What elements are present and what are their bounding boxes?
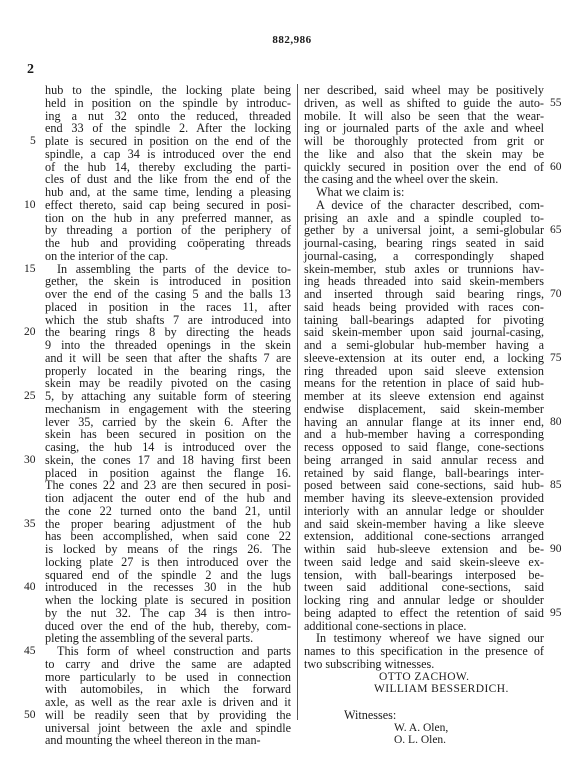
text-line: axle, as well as the rear axle is driven and it [45,695,291,709]
witness-signature: W. A. Olen, [394,721,449,734]
text-line: The cones 22 and 23 are then secured in posi- [45,478,291,493]
text-line: having an annular flange at its inner end, [304,414,544,429]
text-line: plate is secured in position on the end of the [45,134,291,148]
line-number: 45 [24,645,36,657]
line-number: 40 [24,581,36,594]
text-line: when the locking plate is secured in position [45,593,291,607]
text-line: squared end of the spindle 2 and the lugs [45,567,291,582]
text-line: In assembling the parts of the device to- [57,261,291,276]
inventor-signature: OTTO ZACHOW. [379,670,470,683]
text-line: In testimony whereof we have signed our [316,631,544,646]
text-line: and it will be seen that after the shafts 7 are [45,350,291,365]
patent-number: 882,986 [272,34,312,46]
text-line: hub to the spindle, the locking plate being [45,83,291,97]
text-line: which the stub shafts 7 are introduced into [45,312,291,327]
text-line: introduced in the recesses 30 in the hub [45,580,291,595]
column-divider [297,84,298,720]
text-line: skein has been secured in position on the [45,427,291,442]
text-line: locking ring and annular ledge or shoulder [304,593,544,607]
line-number: 95 [550,606,562,619]
line-number: 80 [550,415,562,428]
line-number: 35 [24,517,36,530]
text-line: ing a nut 32 onto the reduced, threaded [45,108,291,123]
text-line: 5, by attaching any suitable form of steering [45,389,291,403]
text-line: with automobiles, in which the forward [45,682,291,697]
text-line: the like and also that the skein may be [304,146,544,161]
page-number: 2 [27,62,33,77]
text-line: retained by said flange, ball-bearings inter- [304,465,544,480]
text-line: journal-casing, a correspondingly shaped [304,248,544,263]
text-line: tween said ledge and said skein-sleeve ex- [304,554,544,569]
text-line: has been accomplished, when said cone 22 [45,529,291,544]
right-column [304,84,544,747]
text-line: and a semi-globular hub-member having a [304,338,544,352]
line-number: 15 [24,262,36,275]
text-line: additional cone-sections in place. [304,618,467,633]
text-line: said heads being provided with races con- [304,299,544,314]
text-line: placed in position in the races 11, after [45,299,291,314]
text-line: the casing and the wheel over the skein. [304,172,499,187]
text-line: will be thoroughly protected from grit or [304,134,544,148]
left-column [45,84,291,747]
text-line: ing heads threaded into said skein-members [304,274,544,289]
text-line: and inserted through said bearing rings, [304,287,544,301]
text-line: properly located in the bearing rings, the [45,363,291,378]
text-line: spindle, a cap 34 is introduced over the end [45,146,291,161]
text-line: over the end of the casing 5 and the balls 13 [45,287,291,301]
text-line: skein-member, stub axles or trunnions hav- [304,261,544,276]
text-line: mobile. It will also be seen that the wear- [304,108,544,123]
text-line: universal joint between the axle and spindle [45,720,291,735]
line-number: 50 [24,708,36,721]
text-line: taining ball-bearings adapted for pivoting [304,312,544,327]
text-line: the cone 22 turned onto the band 21, until [45,503,291,518]
witness-signature: O. L. Olen. [394,734,447,747]
text-line: ring threaded upon said sleeve extension [304,363,544,378]
text-line: ner described, said wheel may be positively [304,83,544,97]
line-number: 5 [30,135,36,147]
text-line: on the interior of the cap. [45,248,169,263]
text-line: journal-casing, bearing rings seated in said [304,236,544,250]
text-line: gether by a universal joint, a semi-globular [304,223,544,238]
line-number: 70 [550,288,562,300]
text-line: tion adjacent the outer end of the hub and [45,491,291,505]
text-line: tween said additional cone-sections, said [304,580,544,595]
text-line: tension, with ball-bearings interposed be- [304,567,544,582]
text-line: endwise displacement, said skein-member [304,401,544,416]
text-line: interiorly with an annular ledge or shoulder [304,503,544,518]
text-line: pleting the assembling of the several parts. [45,631,254,646]
text-line: mechanism in engagement with the steering [45,401,291,416]
line-number: 65 [550,224,562,237]
line-number: 90 [550,543,562,555]
text-line: member having its sleeve-extension provided [304,491,544,505]
spacer [304,696,544,709]
text-line: by the nut 32. The cap 34 is then intro- [45,605,291,620]
text-line: the hub and providing coöperating threads [45,236,291,250]
text-line: ing or journaled parts of the axle and wheel [304,121,544,136]
text-line: recess opposed to said flange, cone-sections [304,440,544,454]
text-line: A device of the character described, com- [316,197,544,212]
line-number: 20 [24,326,36,339]
text-line: within said hub-sleeve extension and be- [304,542,544,556]
text-line: and mounting the wheel thereon in the man- [45,733,261,748]
text-line: end 33 of the spindle 2. After the locking [45,121,291,136]
text-line: and a hub-member having a corresponding [304,427,544,442]
text-line: said skein-member upon said journal-casing, [304,325,544,340]
text-line: means for the retention in place of said hub- [304,376,544,391]
text-line: prising an axle and a spindle coupled to- [304,210,544,225]
line-number: 60 [550,160,562,173]
text-line: quickly secured in position over the end of [304,159,544,174]
text-line: held in position on the spindle by introduc- [45,95,291,110]
text-line: being arranged in said annular recess and [304,452,544,467]
text-line: of the hub 14, thereby excluding the parti- [45,159,291,174]
text-line: locking plate 27 is then introduced over the [45,554,291,569]
text-line: 9 into the threaded openings in the skein [45,338,291,352]
text-line: cles of dust and the like from the end of the [45,172,291,187]
line-number: 55 [550,96,562,109]
text-line: driven, as well as shifted to guide the auto- [304,95,544,110]
text-line: to carry and drive the same are adapted [45,656,291,671]
text-line: effect thereto, said cap being secured in posi- [45,197,291,212]
text-line: two subscribing witnesses. [304,656,435,671]
text-line: by threading a portion of the periphery of [45,223,291,238]
text-line: skein may be readily pivoted on the casing [45,376,291,391]
text-line: extension, additional cone-sections arranged [304,529,544,544]
text-line: more particularly to be used in connection [45,669,291,684]
text-line: duced over the end of the hub, thereby, com- [45,618,291,633]
text-line: will be readily seen that by providing the [45,707,291,722]
line-number: 10 [24,198,36,211]
line-number: 85 [550,479,562,492]
text-line: member at its sleeve extension end against [304,389,544,403]
text-line: sleeve-extension at its outer end, a locking [304,350,544,365]
text-line: This form of wheel construction and parts [57,644,291,658]
line-number: 25 [24,390,36,402]
text-line: lever 35, carried by the skein 6. After the [45,414,291,429]
text-line: and said skein-member having a like sleeve [304,516,544,531]
text-line: being adapted to effect the retention of said [304,605,544,620]
text-line: the bearing rings 8 by directing the heads [45,325,291,340]
text-line: is locked by means of the rings 26. The [45,542,291,556]
text-line: the proper bearing adjustment of the hub [45,516,291,531]
text-line: skein, the cones 17 and 18 having first been [45,452,291,467]
text-line: placed in position against the flange 16. [45,465,291,480]
text-line: hub and, at the same time, lending a pleasing [45,185,291,199]
line-number: 75 [550,351,562,364]
text-line: names to this specification in the presence of [304,644,544,658]
witnesses-label: Witnesses: [344,707,397,722]
text-line: casing, the hub 14 is introduced over the [45,440,291,454]
inventor-signature: WILLIAM BESSERDICH. [374,683,509,696]
text-line: posed between said cone-sections, said hub- [304,478,544,493]
line-number: 30 [24,453,36,466]
text-line: What we claim is: [316,185,405,199]
text-line: gether, the skein is introduced in position [45,274,291,289]
text-line: tion on the hub in any preferred manner, as [45,210,291,225]
